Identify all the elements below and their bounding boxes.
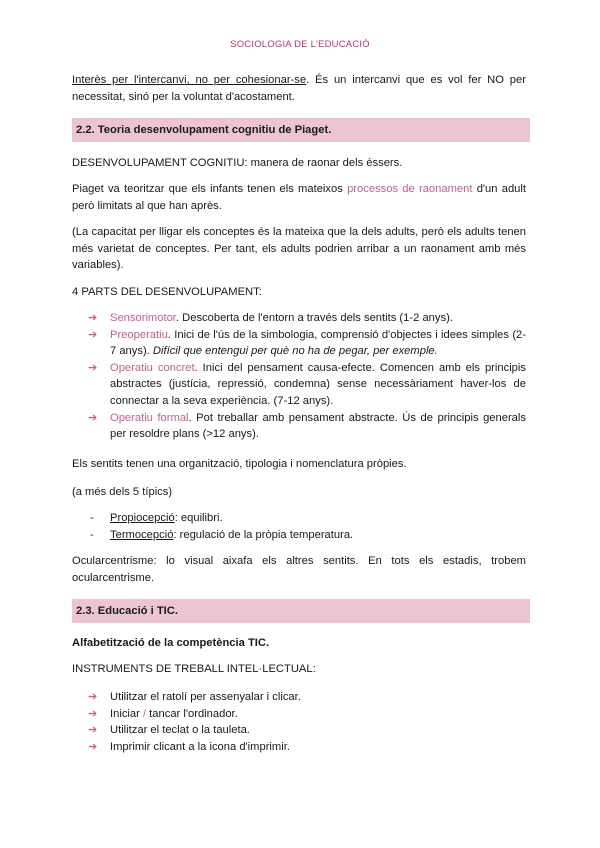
ocularcentrism-paragraph <box>72 553 526 586</box>
instrument-text: Iniciar <box>110 707 143 720</box>
instrument-text: Utilitzar el teclat o la tauleta. <box>110 724 250 737</box>
intro-rest: . És un intercanvi que es vol fer NO per necessitat, sinó per la voluntat d'acostament. <box>72 74 526 103</box>
literacy-title-text: Alfabetització de la competència TIC. <box>72 637 270 649</box>
arrow-right-icon: ➔ <box>88 740 98 753</box>
instrument-slash: / <box>142 707 147 720</box>
stage-item <box>72 327 526 360</box>
instrument-text: Imprimir clicant a la icona d'imprimir. <box>110 740 290 753</box>
instrument-text-after: tancar l'ordinador. <box>146 707 238 720</box>
intro-paragraph <box>72 72 526 105</box>
intro-underlined: Interès per l'intercanvi, no per cohesionar-se <box>72 74 307 86</box>
arrow-right-icon: ➔ <box>88 707 98 720</box>
instrument-item <box>72 722 526 739</box>
stage-text: . Inici de l'ús de la simbologia, comprensió d'objectes i idees simples (2-7 anys). <box>110 328 526 358</box>
stage-name: Operatiu concret <box>110 361 195 374</box>
arrow-right-icon: ➔ <box>88 724 98 737</box>
stage-text: . Inici del pensament causa-efecte. Comencen amb els principis abstractes (justícia, repressió, condemna) sense necessàriament haver-los de connectar a la seva experiència. (7-12 anys). <box>110 361 526 407</box>
sense-text: : equilibri. <box>174 512 223 524</box>
stage-name: Preoperatiu <box>110 328 168 341</box>
section-heading-2-3: 2.3. Educació i TIC. <box>72 599 530 623</box>
instruments-list <box>72 689 526 755</box>
more-senses-text: (a més dels 5 típics) <box>72 486 173 498</box>
parts-title <box>72 284 526 301</box>
instruments-title <box>72 661 526 678</box>
piaget-paragraph <box>72 181 526 214</box>
dash-icon: - <box>90 512 94 524</box>
cognitive-definition <box>72 155 526 172</box>
ocularcentrism-text: Ocularcentrisme: lo visual aixafa els altres sentits. En tots els estadis, trobem ocularcentrisme. <box>72 555 526 584</box>
literacy-title <box>72 635 526 652</box>
stage-item <box>72 360 526 410</box>
stage-example: Difícil que entengui per què no ha de pegar, per exemple. <box>152 345 438 358</box>
sense-text: : regulació de la pròpia temperatura. <box>173 528 354 541</box>
section-heading-2-2: 2.2. Teoria desenvolupament cognitiu de Piaget. <box>72 118 530 142</box>
senses-text: Els sentits tenen una organització, tipologia i nomenclatura pròpies. <box>72 458 407 470</box>
instrument-text: Utilitzar el ratolí per assenyalar i clicar. <box>110 691 301 703</box>
more-senses-paragraph <box>72 484 526 501</box>
arrow-right-icon: ➔ <box>88 361 98 374</box>
sense-item <box>72 510 526 527</box>
instrument-item <box>72 689 526 706</box>
piaget-text-after: d'un adult però limitats al que han après. <box>72 183 527 212</box>
cognitive-definition-text: DESENVOLUPAMENT COGNITIU: manera de raonar dels éssers. <box>72 157 403 169</box>
capacity-text: (La capacitat per lligar els conceptes és la mateixa que la dels adults, però els adults tenen més varietat de conceptes. Per tant, els adults podrien arribar a un raonament amb més variables). <box>72 226 526 272</box>
arrow-right-icon: ➔ <box>88 691 98 703</box>
stage-item <box>72 410 526 443</box>
sense-term: Propiocepció <box>110 512 175 524</box>
arrow-right-icon: ➔ <box>88 411 98 424</box>
arrow-right-icon: ➔ <box>88 328 98 341</box>
stage-item <box>72 310 526 327</box>
stage-text: . Pot treballar amb pensament abstracte. Ús de principis generals per resoldre plans (>12 anys). <box>110 411 526 441</box>
document-header: SOCIOLOGIA DE L'EDUCACIÓ <box>230 39 370 50</box>
piaget-highlight: processos de raonament <box>347 183 473 195</box>
senses-list <box>72 510 526 543</box>
capacity-paragraph <box>72 224 526 274</box>
senses-paragraph <box>72 456 526 473</box>
stage-name: Sensorimotor <box>110 312 176 324</box>
piaget-text-before: Piaget va teoritzar que els infants tenen els mateixos <box>72 183 348 195</box>
parts-title-text: 4 PARTS DEL DESENVOLUPAMENT: <box>72 286 262 298</box>
instrument-item <box>72 706 526 723</box>
stage-text: . Descoberta de l'entorn a través dels sentits (1-2 anys). <box>175 312 453 324</box>
arrow-right-icon: ➔ <box>88 312 98 324</box>
instrument-item <box>72 739 526 756</box>
instruments-title-text: INSTRUMENTS DE TREBALL INTEL·LECTUAL: <box>72 663 316 675</box>
stages-list <box>72 310 526 443</box>
sense-item <box>72 527 526 544</box>
sense-term: Termocepció <box>110 528 174 541</box>
stage-name: Operatiu formal <box>110 411 189 424</box>
dash-icon: - <box>90 528 94 541</box>
